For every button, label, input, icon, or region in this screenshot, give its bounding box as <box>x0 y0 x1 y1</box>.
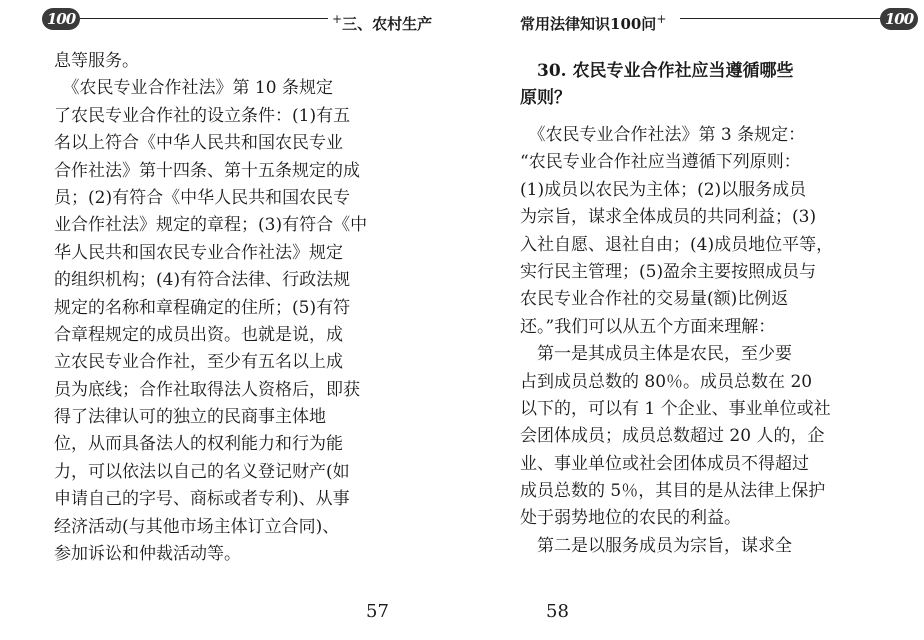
text-line: 名以上符合《中华人民共和国农民专业 <box>54 133 343 154</box>
text-line: 为宗旨，谋求全体成员的共同利益；(3) <box>520 207 817 228</box>
text-line: 了农民专业合作社的设立条件：(1)有五 <box>54 105 351 126</box>
text-line: 得了法律认可的独立的民商事主体地 <box>54 407 326 428</box>
left-page-number: 57 <box>366 601 389 622</box>
right-header-title-text: 常用法律知识100问 <box>520 15 657 33</box>
text-line: 业、事业单位或社会团体成员不得超过 <box>520 453 809 474</box>
text-line: 30. 农民专业合作社应当遵循哪些 <box>520 61 794 81</box>
text-line: 息等服务。 <box>54 51 139 71</box>
question-heading <box>520 58 794 113</box>
text-line: 处于弱势地位的农民的利益。 <box>520 508 741 529</box>
text-line: 业合作社法》规定的章程；(3)有符合《中 <box>54 215 368 236</box>
text-line: 成员总数的 5％，其目的是从法律上保护 <box>520 481 826 502</box>
text-line: 原则？ <box>520 88 571 109</box>
text-line: 员；(2)有符合《中华人民共和国农民专 <box>54 187 351 208</box>
right-page-badge: 100 <box>880 8 918 30</box>
text-line: “农民专业合作社应当遵循下列原则： <box>520 152 801 173</box>
text-line: 参加诉讼和仲裁活动等。 <box>54 544 241 565</box>
right-page-header <box>520 8 918 33</box>
text-line: 位，从而具备法人的权利能力和行为能 <box>54 434 343 455</box>
right-header-rule <box>680 18 884 19</box>
left-page <box>0 0 448 640</box>
left-page-body <box>54 48 367 568</box>
text-line: 华人民共和国农民专业合作社法》规定 <box>54 242 343 263</box>
left-page-header <box>42 8 448 33</box>
text-line: 员为底线；合作社取得法人资格后，即获 <box>54 379 360 400</box>
text-line: 《农民专业合作社法》第 10 条规定 <box>54 78 333 99</box>
left-page-badge: 100 <box>42 8 80 30</box>
text-line: 申请自己的字号、商标或者专利)、从事 <box>54 489 350 510</box>
text-line: 实行民主管理；(5)盈余主要按照成员与 <box>520 261 817 282</box>
text-line: 占到成员总数的 80％。成员总数在 20 <box>520 371 813 392</box>
right-page-body <box>520 122 833 560</box>
text-line: 的组织机构；(4)有符合法律、行政法规 <box>54 270 351 291</box>
text-line: 入社自愿、退社自由；(4)成员地位平等， <box>520 234 834 255</box>
right-header-title: 常用法律知识100问+ <box>520 12 667 33</box>
text-line: 会团体成员；成员总数超过 20 人的，企 <box>520 426 825 447</box>
text-line: 经济活动(与其他市场主体订立合同)、 <box>54 516 340 537</box>
right-page-number: 58 <box>546 601 569 622</box>
right-page <box>476 0 924 640</box>
left-header-title: +三、农村生产 <box>332 12 433 33</box>
left-header-rule <box>80 18 328 19</box>
text-line: 第一是其成员主体是农民，至少要 <box>520 344 792 365</box>
text-line: (1)成员以农民为主体；(2)以服务成员 <box>520 179 807 200</box>
text-line: 农民专业合作社的交易量(额)比例返 <box>520 289 789 310</box>
text-line: 第二是以服务成员为宗旨，谋求全 <box>520 535 792 556</box>
text-line: 合作社法》第十四条、第十五条规定的成 <box>54 160 360 181</box>
text-line: 力，可以依法以自己的名义登记财产(如 <box>54 461 350 482</box>
text-line: 合章程规定的成员出资。也就是说，成 <box>54 324 343 345</box>
text-line: 还。”我们可以从五个方面来理解： <box>520 316 776 337</box>
text-line: 规定的名称和章程确定的住所；(5)有符 <box>54 297 351 318</box>
text-line: 《农民专业合作社法》第 3 条规定： <box>520 125 806 145</box>
left-header-title-text: 三、农村生产 <box>342 15 433 33</box>
text-line: 立农民专业合作社，至少有五名以上成 <box>54 352 343 373</box>
text-line: 以下的，可以有 1 个企业、事业单位或社 <box>520 398 831 419</box>
